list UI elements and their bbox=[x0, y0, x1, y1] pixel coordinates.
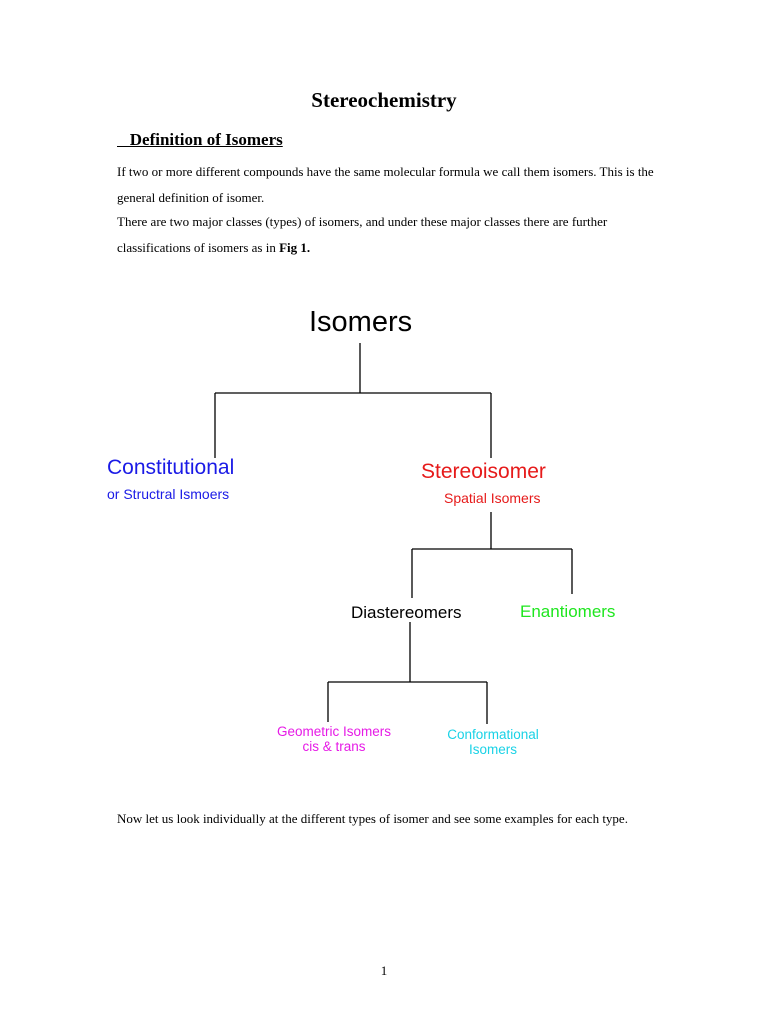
paragraph-classes-text: There are two major classes (types) of isomers, and under these major classes there are further classifications of isomers as in bbox=[117, 214, 608, 255]
node-geometric-isomers bbox=[264, 724, 404, 754]
section-heading: Definition of Isomers bbox=[117, 130, 283, 149]
node-constitutional: Constitutional bbox=[107, 456, 235, 479]
page-title: Stereochemistry bbox=[311, 88, 457, 112]
figure-reference: Fig 1. bbox=[279, 239, 311, 255]
node-stereoisomer: Stereoisomer bbox=[421, 460, 546, 483]
paragraph-definition: If two or more different compounds have the same molecular formula we call them isomers. This is the general definition of isomer. bbox=[117, 164, 654, 205]
node-isomers: Isomers bbox=[309, 306, 413, 338]
node-conformational-line1: Conformational bbox=[447, 727, 539, 742]
connector-diastereomers bbox=[328, 622, 487, 724]
connector-isomers bbox=[215, 343, 491, 458]
node-conformational-isomers bbox=[436, 727, 550, 757]
node-stereoisomer-subtitle: Spatial Isomers bbox=[444, 490, 541, 506]
paragraph-closing: Now let us look individually at the different types of isomer and see some examples for each type. bbox=[117, 811, 628, 826]
node-conformational-line2: Isomers bbox=[468, 742, 517, 757]
node-geometric-line1: Geometric Isomers bbox=[276, 724, 392, 739]
node-enantiomers: Enantiomers bbox=[520, 602, 616, 621]
page-number: 1 bbox=[380, 963, 388, 978]
node-constitutional-subtitle: or Structral Ismoers bbox=[107, 486, 230, 502]
paragraph-classes bbox=[117, 209, 657, 260]
node-diastereomers: Diastereomers bbox=[351, 603, 462, 622]
node-geometric-line2: cis & trans bbox=[302, 739, 366, 754]
connector-stereoisomer bbox=[412, 512, 572, 598]
